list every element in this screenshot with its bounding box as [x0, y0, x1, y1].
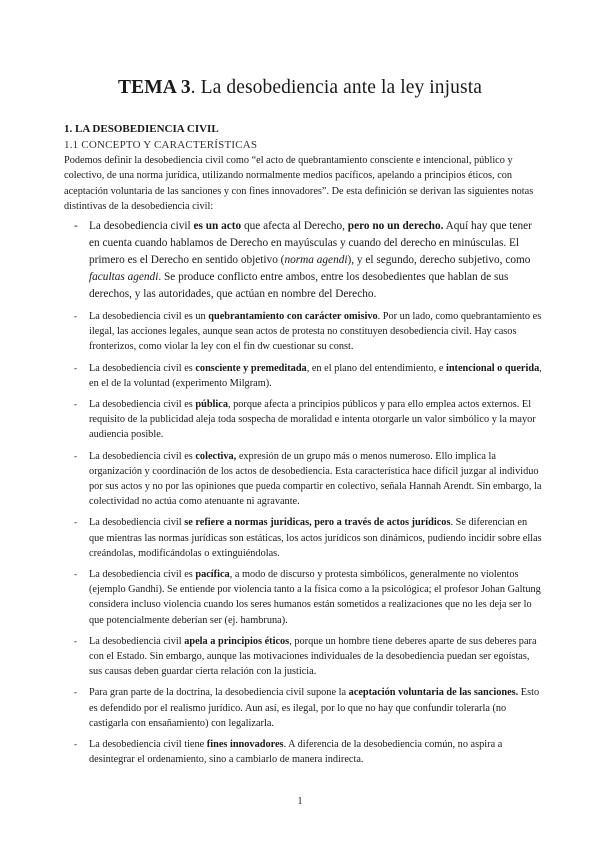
list-dash: - [74, 220, 78, 232]
subsection-heading: 1.1 CONCEPTO Y CARACTERÍSTICAS [64, 139, 258, 151]
list-dash: - [74, 517, 77, 528]
page-title [0, 76, 600, 100]
list-item: - La desobediencia civil se refiere a normas jurídicas, pero a través de actos jurídicos. Se diferencian en que mientras las normas jurídicas son estáticas, los actos jurídicos son dinámicos, pudiendo incidir sobre ellas creándolas, modificándolas o extinguiéndolas. [74, 517, 542, 559]
list-dash: - [74, 450, 77, 461]
list-dash: - [74, 311, 77, 321]
page-number: 1 [297, 796, 303, 807]
list-dash: - [74, 687, 77, 698]
list-item: - La desobediencia civil es colectiva, expresión de un grupo más o menos numeroso. Ello implica la organización y coordinación de los actos de desobediencia. Esta característica hace difícil juzgar al individuo por sus actos y no por las opiniones que pueda compartir en colectivo, señala Hannah Arendt. Sin embargo, la colectividad no actúa como atenuante ni agravante. [74, 450, 542, 508]
list-dash: - [74, 739, 77, 750]
list-item: - La desobediencia civil tiene fines innovadores. A diferencia de la desobediencia común, no aspira a desintegrar el ordenamiento, sino a cambiarlo de manera indirecta. [74, 739, 503, 766]
list-item: - La desobediencia civil es un acto que afecta al Derecho, pero no un derecho. Aquí hay que tener en cuenta cuando hablamos de Derecho en mayúsculas y cuando del derecho en minúsculas. El primero es el Derecho en sentido objetivo (norma agendi), y el segundo, derecho subjetivo, como facultas agendi. Se produce conflicto entre ambos, entre los desobedientes que hablan de sus derechos, y las autoridades, que actúan en nombre del Derecho. [74, 220, 532, 300]
list-dash: - [74, 362, 77, 373]
list-dash: - [74, 635, 77, 646]
list-dash: - [74, 399, 77, 410]
characteristics-list [64, 218, 542, 773]
title-rest: . La desobediencia ante la ley injusta [190, 77, 482, 98]
intro-paragraph: Podemos definir la desobediencia civil como “el acto de quebrantamiento consciente e intencional, público y colectivo, de una norma jurídica, utilizando normalmente medios pacíficos, apelando a principios éticos, con aceptación voluntaria de las sanciones y con fines innovadores”. De esta definición se derivan las siguientes notas distintivas de la desobediencia civil: [64, 155, 534, 213]
list-item: - Para gran parte de la doctrina, la desobediencia civil supone la aceptación voluntaria de las sanciones. Esto es defendido por el realismo jurídico. Aun así, es ilegal, por lo que no hay que confundir tolerarla (no castigarla con ensañamiento) con legalizarla. [74, 687, 540, 729]
list-item: - La desobediencia civil apela a principios éticos, porque un hombre tiene deberes aparte de sus deberes para con el Estado. Sin embargo, aunque las motivaciones individuales de la desobediencia puedan ser egoístas, sus causas deben guardar cierta relación con la justicia. [74, 635, 537, 678]
list-item: - La desobediencia civil es pública, porque afecta a principios públicos y para ello emplea actos externos. El requisito de la publicidad aleja toda sospecha de moralidad e intenta otorgarle un valor simbólico y la mayor audiencia posible. [74, 399, 536, 441]
list-item: - La desobediencia civil es un quebrantamiento con carácter omisivo. Por un lado, como quebrantamiento es ilegal, las acciones legales, aunque sean actos de protesta no constituyen desobediencia civil. Hay casos fronterizos, como violar la ley con el fin dw cuestionar su const. [74, 311, 542, 353]
title-bold: TEMA 3 [118, 77, 191, 98]
list-item: - La desobediencia civil es consciente y premeditada, en el plano del entendimiento, e intencional o querida, en el de la voluntad (experimento Milgram). [74, 362, 542, 389]
list-dash: - [74, 569, 77, 580]
list-item: - La desobediencia civil es pacífica, a modo de discurso y protesta simbólicos, generalmente no violentos (ejemplo Gandhi). Se entiende por violencia tanto a la física como a la psicológica; el profesor Johan Galtung considera incluso violencia cuando los seres humanos están sometidos a realizaciones que no les deja ser lo que potencialmente deberían ser (ej. hambruna). [74, 569, 541, 626]
section-heading: 1. LA DESOBEDIENCIA CIVIL [64, 123, 219, 135]
